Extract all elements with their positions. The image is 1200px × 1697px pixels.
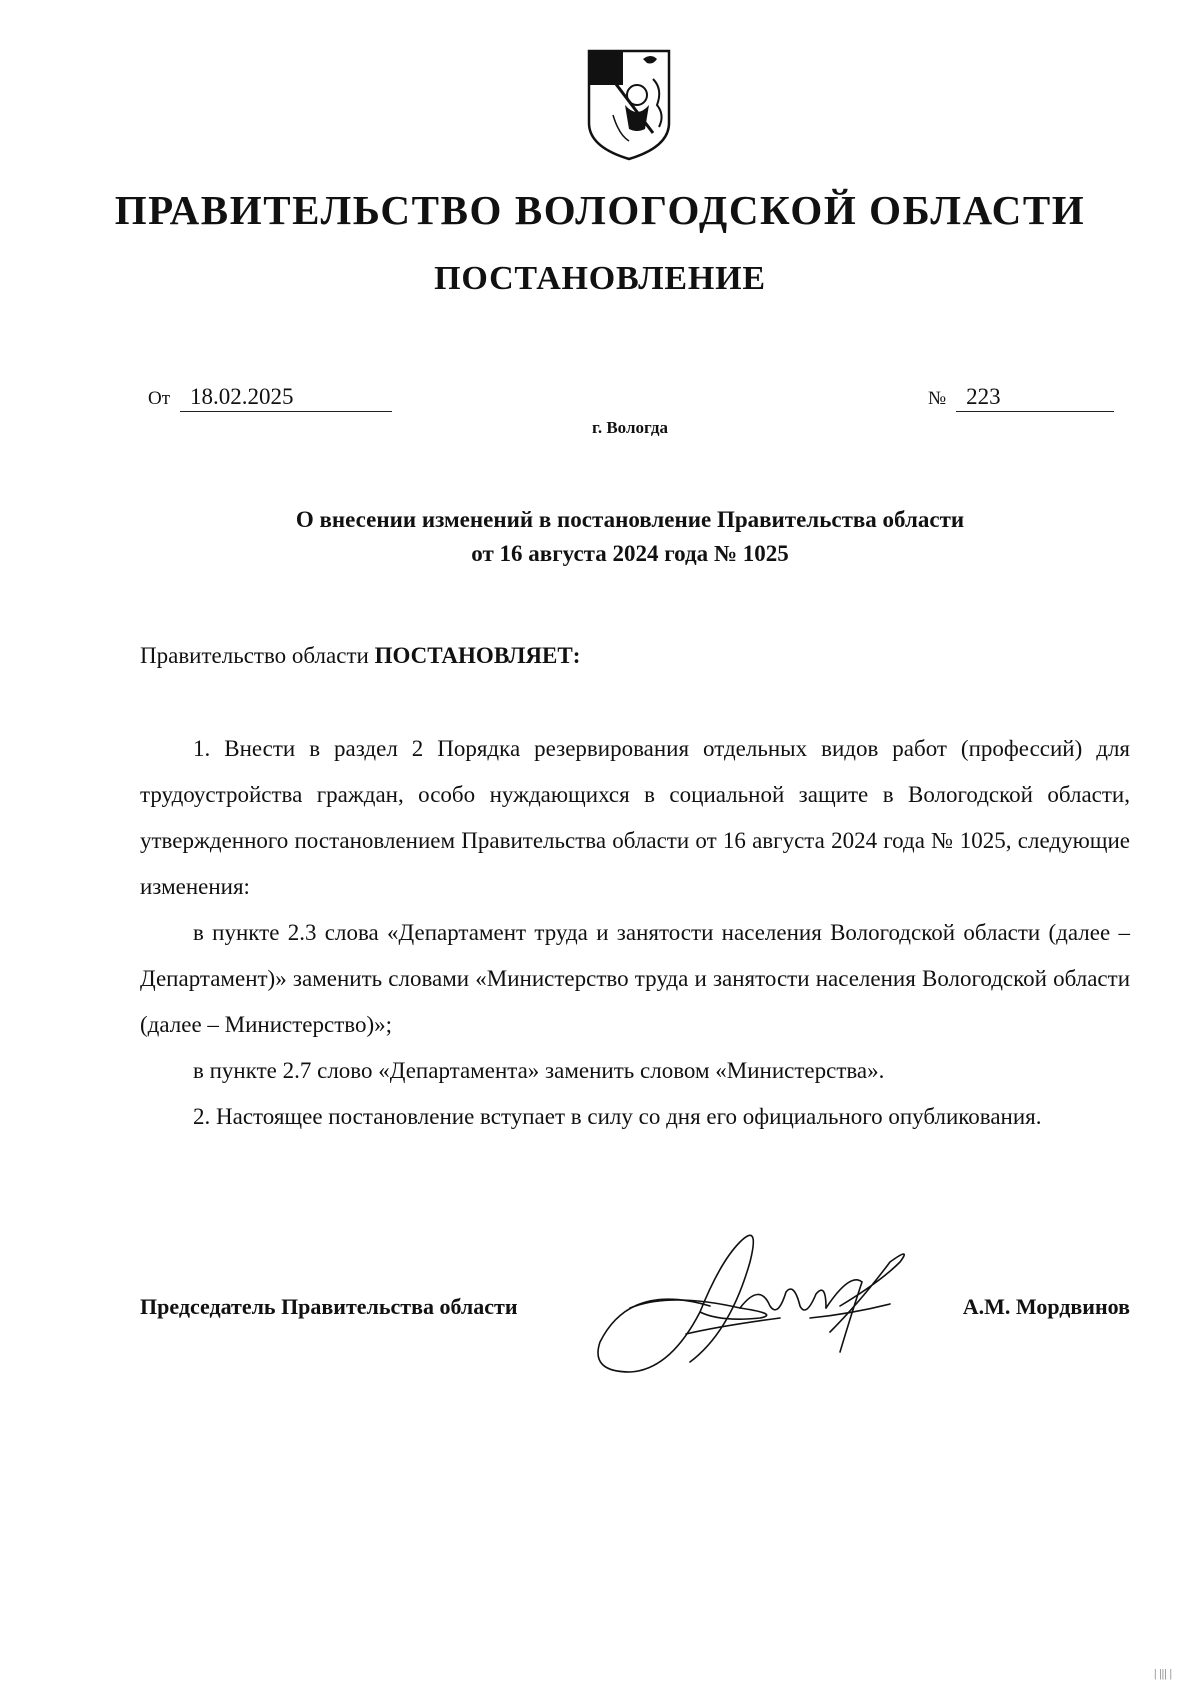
document-type: ПОСТАНОВЛЕНИЕ <box>434 260 766 297</box>
number-prefix: № <box>928 388 947 409</box>
heading-line-1: О внесении изменений в постановление Правительства области <box>295 507 965 532</box>
signatory-name: А.М. Мордвинов <box>962 1294 1130 1319</box>
number-value: 223 <box>956 384 1114 412</box>
paragraph: 2. Настоящее постановление вступает в силу со дня его официального опубликования. <box>193 1104 1042 1129</box>
signatory-title: Председатель Правительства области <box>140 1294 518 1319</box>
city: г. Вологда <box>592 418 668 437</box>
paragraph: в пункте 2.7 слово «Департамента» заменить словом «Министерства». <box>193 1058 885 1083</box>
preamble-text: Правительство области <box>140 643 375 668</box>
document-heading <box>140 503 1120 571</box>
date-prefix: От <box>148 388 171 409</box>
handwritten-signature-icon <box>590 1222 920 1382</box>
date-value: 18.02.2025 <box>180 384 392 412</box>
margin-mark: | ||| | <box>1154 1666 1173 1680</box>
heading-line-2: от 16 августа 2024 года № 1025 <box>471 541 789 566</box>
preamble <box>140 633 1130 679</box>
document-number <box>928 384 1114 412</box>
document-date <box>148 384 392 412</box>
body-paragraphs <box>140 726 1130 1140</box>
authority-title: ПРАВИТЕЛЬСТВО ВОЛОГОДСКОЙ ОБЛАСТИ <box>114 187 1086 233</box>
preamble-emphasis: ПОСТАНОВЛЯЕТ: <box>374 643 581 668</box>
coat-of-arms-icon <box>583 45 675 163</box>
paragraph: 1. Внести в раздел 2 Порядка резервирования отдельных видов работ (профессий) для трудоустройства граждан, особо нуждающихся в социальной защите в Вологодской области, утвержденного постановлением Правительства области от 16 августа 2024 года № 1025, следующие изменения: <box>140 736 1130 899</box>
paragraph: в пункте 2.3 слова «Департамент труда и занятости населения Вологодской области (далее – Департамент)» заменить словами «Министерство труда и занятости населения Вологодской области (далее – Министерство)»; <box>140 920 1130 1037</box>
